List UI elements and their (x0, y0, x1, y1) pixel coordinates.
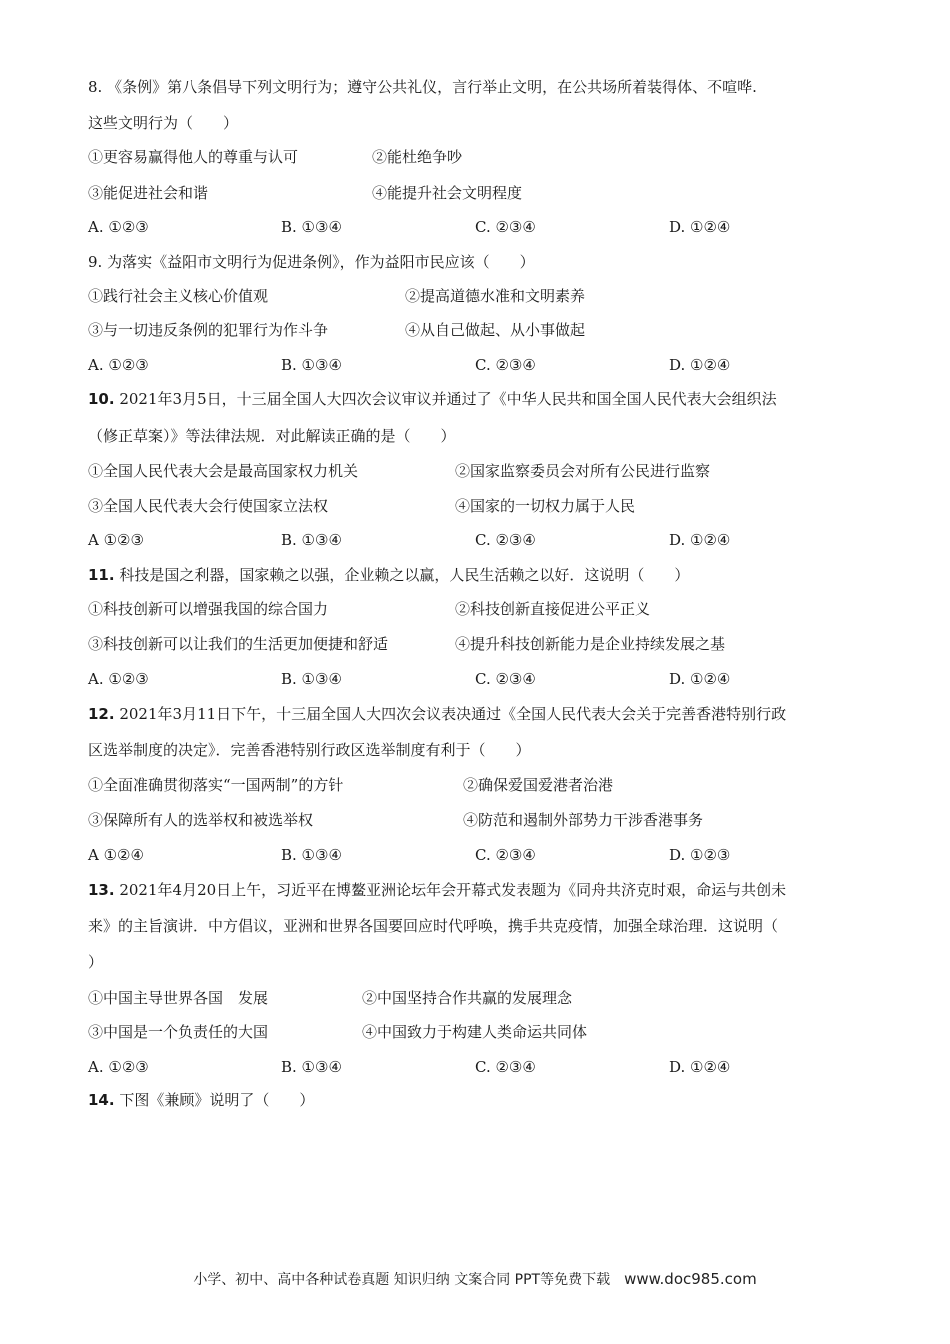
question-stem: 14. 下图《兼顾》说明了（ ） (88, 1091, 315, 1109)
option-c: C. ②③④ (475, 846, 536, 864)
statement-3: ③能促进社会和谐 (88, 184, 209, 202)
statement-3: ③保障所有人的选举权和被选举权 (88, 811, 314, 829)
option-b: B. ①③④ (281, 670, 342, 688)
option-b: B. ①③④ (281, 846, 342, 864)
question-stem: （修正草案）》等法律法规．对此解读正确的是（ ） (88, 427, 456, 445)
question-stem: 11. 科技是国之利器，国家赖之以强，企业赖之以赢，人民生活赖之以好．这说明（ ） (88, 566, 690, 584)
option-c: C. ②③④ (475, 531, 536, 549)
question-number: 13. (88, 881, 115, 899)
statement-2: ②能杜绝争吵 (372, 148, 463, 166)
question-number: 11. (88, 566, 115, 584)
option-c: C. ②③④ (475, 670, 536, 688)
page-footer (0, 1269, 950, 1289)
question-number: 14. (88, 1091, 115, 1109)
statement-2: ②中国坚持合作共赢的发展理念 (362, 989, 573, 1007)
option-a: A. ①②③ (88, 1058, 149, 1076)
option-a: A ①②④ (88, 846, 144, 864)
option-c: C. ②③④ (475, 356, 536, 374)
footer-text: 小学、初中、高中各种试卷真题 知识归纳 文案合同 PPT等免费下载 (193, 1272, 611, 1288)
statement-4: ④从自己做起、从小事做起 (405, 321, 586, 339)
statement-1: ①中国主导世界各国 发展 (88, 989, 269, 1007)
statement-3: ③中国是一个负责任的大国 (88, 1023, 269, 1041)
question-stem: 12. 2021年3月11日下午，十三届全国人大四次会议表决通过《全国人民代表大会关于完善香港特别行政 (88, 705, 787, 723)
question-stem: 区选举制度的决定》．完善香港特别行政区选举制度有利于（ ） (88, 741, 531, 759)
option-b: B. ①③④ (281, 218, 342, 236)
option-c: C. ②③④ (475, 1058, 536, 1076)
option-d: D. ①②④ (669, 1058, 731, 1076)
footer-link[interactable]: www.doc985.com (624, 1270, 757, 1288)
statement-3: ③全国人民代表大会行使国家立法权 (88, 497, 329, 515)
option-b: B. ①③④ (281, 531, 342, 549)
question-stem: 8. 《条例》第八条倡导下列文明行为；遵守公共礼仪，言行举止文明，在公共场所着装得体、不喧哗. (88, 78, 757, 96)
statement-1: ①全面准确贯彻落实“一国两制”的方针 (88, 776, 344, 794)
option-a: A. ①②③ (88, 670, 149, 688)
option-a: A ①②③ (88, 531, 144, 549)
statement-2: ②国家监察委员会对所有公民进行监察 (455, 462, 711, 480)
question-stem: 9. 为落实《益阳市文明行为促进条例》，作为益阳市民应该（ ） (88, 253, 535, 271)
statement-1: ①践行社会主义核心价值观 (88, 287, 269, 305)
statement-4: ④中国致力于构建人类命运共同体 (362, 1023, 588, 1041)
option-b: B. ①③④ (281, 356, 342, 374)
option-d: D. ①②④ (669, 531, 731, 549)
option-d: D. ①②③ (669, 846, 731, 864)
statement-3: ③科技创新可以让我们的生活更加便捷和舒适 (88, 635, 389, 653)
question-number: 12. (88, 705, 115, 723)
question-stem: ） (88, 953, 104, 971)
statement-2: ②提高道德水准和文明素养 (405, 287, 586, 305)
statement-1: ①全国人民代表大会是最高国家权力机关 (88, 462, 359, 480)
statement-3: ③与一切违反条例的犯罪行为作斗争 (88, 321, 329, 339)
option-a: A. ①②③ (88, 218, 149, 236)
statement-4: ④防范和遏制外部势力干涉香港事务 (463, 811, 704, 829)
statement-1: ①更容易赢得他人的尊重与认可 (88, 148, 299, 166)
statement-4: ④提升科技创新能力是企业持续发展之基 (455, 635, 726, 653)
statement-4: ④国家的一切权力属于人民 (455, 497, 636, 515)
option-d: D. ①②④ (669, 670, 731, 688)
question-stem: 来》的主旨演讲．中方倡议，亚洲和世界各国要回应时代呼唤，携手共克疫情，加强全球治理．这说明（ (88, 917, 779, 935)
statement-2: ②科技创新直接促进公平正义 (455, 600, 651, 618)
option-d: D. ①②④ (669, 218, 731, 236)
option-a: A. ①②③ (88, 356, 149, 374)
statement-4: ④能提升社会文明程度 (372, 184, 523, 202)
question-stem: 这些文明行为（ ） (88, 114, 239, 132)
question-stem: 10. 2021年3月5日，十三届全国人大四次会议审议并通过了《中华人民共和国全国人民代表大会组织法 (88, 390, 777, 408)
question-stem: 13. 2021年4月20日上午，习近平在博鳌亚洲论坛年会开幕式发表题为《同舟共济克时艰，命运与共创未 (88, 881, 787, 899)
statement-2: ②确保爱国爱港者治港 (463, 776, 614, 794)
option-d: D. ①②④ (669, 356, 731, 374)
option-c: C. ②③④ (475, 218, 536, 236)
question-number: 10. (88, 390, 115, 408)
option-b: B. ①③④ (281, 1058, 342, 1076)
statement-1: ①科技创新可以增强我国的综合国力 (88, 600, 329, 618)
